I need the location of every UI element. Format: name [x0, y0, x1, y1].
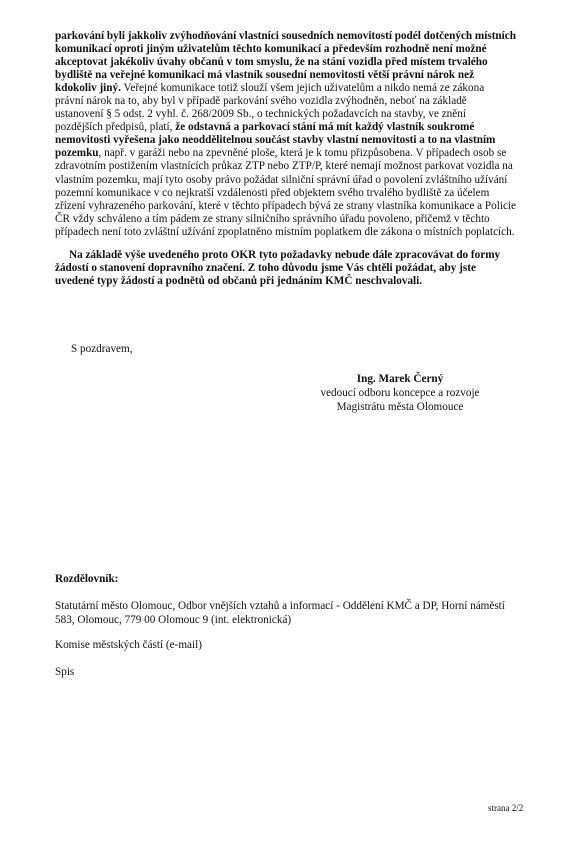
- text-line: [55, 82, 534, 95]
- text-line: žádostí o stanovení dopravního značení. Z toho důvodu jsme Vás chtěli požádat, aby jste: [55, 261, 476, 274]
- text-line: ČR vždy schváleno a tím pádem ze strany silničního správního úřadu povoleno, přičemž v těchto: [55, 212, 490, 225]
- text-line: případech není toto zvláštní užívání zpoplatněno místním poplatkem dle zákona o místních poplatcích.: [55, 225, 515, 238]
- text-line: parkování byli jakkoliv zvýhodňování vlastníci sousedních nemovitostí podél dotčených místních: [55, 30, 516, 42]
- text-segment: , např. v garáži nebo na zpevněné ploše, která je k tomu přizpůsobena. V případech osob se: [98, 147, 507, 160]
- text-line: uvedené typy žádostí a podnětů od občanů při jednáním KMČ neschvalovali.: [55, 274, 423, 287]
- signature-block: [300, 372, 500, 414]
- text-line: vlastním pozemku, mají tyto osoby právo požádat silniční správní úřad o povolení zvláštního užívání: [55, 173, 508, 186]
- distribution-item: [55, 599, 534, 627]
- text-line: zřízení vyhrazeného parkování, které v těchto případech bývá ze strany vlastníka komunikace a Policie: [55, 199, 516, 212]
- text-line: bydliště na veřejné komunikaci má vlastník sousední nemovitosti větší právní nárok než: [55, 69, 475, 82]
- text-line: zdravotním postižením vlastnících průkaz ZTP nebo ZTP/P, které nemají možnost parkovat vozidla na: [55, 160, 513, 173]
- text-line: právní nárok na to, aby byl v případě parkování svého vozidla zvýhodněn, neboť na základě: [55, 95, 467, 108]
- text-line: Na základě výše uvedeného proto OKR tyto požadavky nebude dále zpracovávat do formy: [69, 248, 501, 261]
- signatory-role: vedoucí odboru koncepce a rozvoje: [320, 387, 480, 399]
- conclusion-paragraph: [55, 249, 534, 288]
- distribution-line: 583, Olomouc, 779 00 Olomouc 9 (int. elektronická): [55, 614, 292, 626]
- signatory-office: Magistrátu města Olomouce: [336, 401, 464, 413]
- text-line: akceptovat jakékoliv úvahy občanů v tom smyslu, že na stání vozidla před místem trvalého: [55, 56, 488, 69]
- text-segment-bold: kdokoliv jiný.: [55, 82, 121, 95]
- text-segment-bold: pozemku: [55, 147, 99, 160]
- text-line: [55, 147, 534, 160]
- text-line: [55, 121, 534, 134]
- text-segment-bold: že odstavná a parkovací stání má mít každý vlastník soukromé: [175, 121, 475, 134]
- document-page: [55, 30, 534, 288]
- distribution-title: Rozdělovník:: [55, 573, 119, 585]
- distribution-line: Statutární město Olomouc, Odbor vnějších vztahů a informací - Oddělení KMČ a DP, Horní náměstí: [55, 600, 505, 612]
- body-paragraph: [55, 30, 534, 239]
- text-segment: Veřejné komunikace totiž slouží všem jejich uživatelům a nikdo nemá ze zákona: [120, 82, 485, 95]
- text-segment: pozdějších předpisů, platí,: [55, 121, 176, 134]
- greeting: S pozdravem,: [71, 343, 133, 355]
- signatory-name: Ing. Marek Černý: [356, 373, 444, 385]
- distribution-item: Spis: [55, 666, 75, 678]
- distribution-item: Komise městských částí (e-mail): [55, 639, 202, 651]
- text-line: komunikací oproti jiným uživatelům těchto komunikací a především rozhodně není možné: [55, 43, 487, 56]
- page-number: strana 2/2: [488, 803, 524, 813]
- text-line: nemovitosti vyřešena jako neoddělitelnou součást stavby vlastní nemovitosti a to na vlastním: [55, 134, 496, 147]
- text-line: ustanovení § 5 odst. 2 vyhl. č. 268/2009 Sb., o technických požadavcích na stavby, ve znění: [55, 108, 466, 121]
- text-line: pozemní komunikace v co nejkratší vzdálenosti před objektem svého trvalého bydliště za účelem: [55, 186, 490, 199]
